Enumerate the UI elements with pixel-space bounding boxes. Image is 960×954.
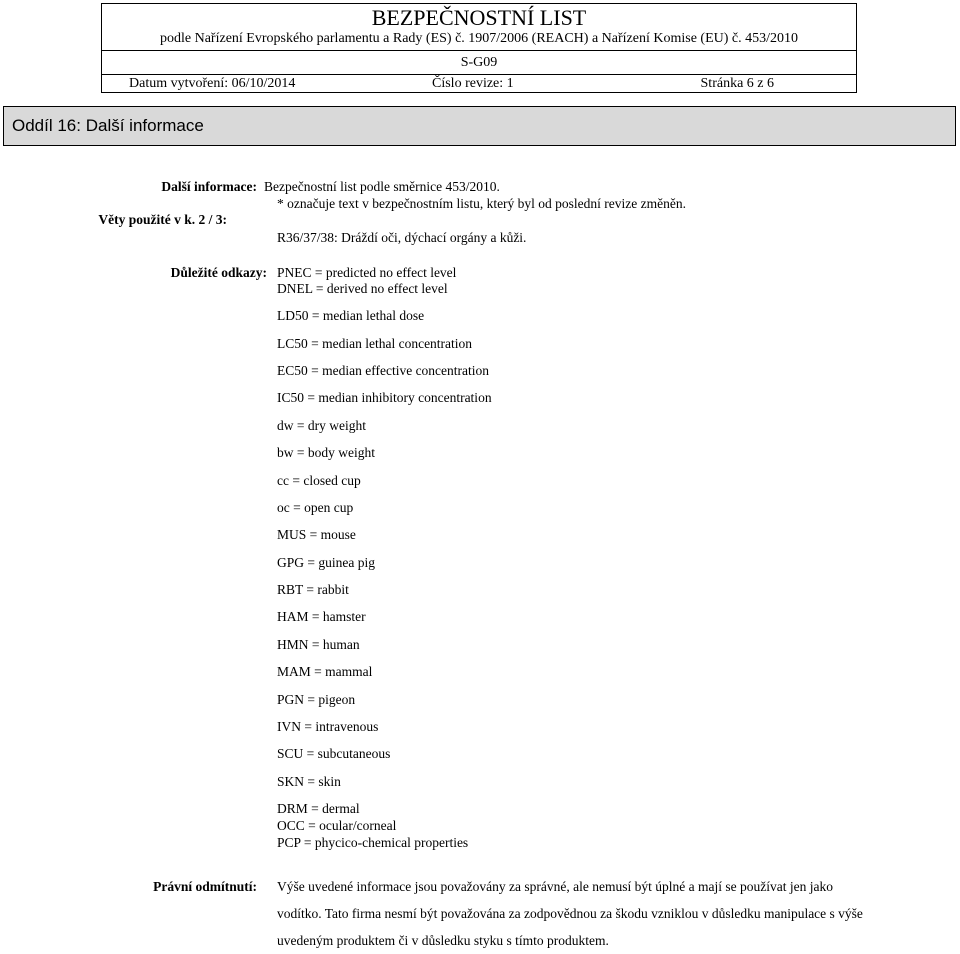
- phrases-text: R36/37/38: Dráždí oči, dýchací orgány a kůži.: [277, 230, 527, 245]
- abbreviation-item: LD50 = median lethal dose: [277, 308, 425, 323]
- abbreviation-item: PNEC = predicted no effect level: [277, 265, 457, 280]
- section-heading: Oddíl 16: Další informace: [3, 106, 956, 146]
- abbreviation-item: PGN = pigeon: [277, 692, 356, 707]
- info-line-1: Bezpečnostní list podle směrnice 453/2010.: [264, 179, 500, 194]
- abbreviation-item: MUS = mouse: [277, 527, 356, 542]
- abbreviation-item: oc = open cup: [277, 500, 354, 515]
- abbreviation-item: LC50 = median lethal concentration: [277, 336, 473, 351]
- abbreviation-item: cc = closed cup: [277, 473, 361, 488]
- abbreviation-item: PCP = phycico-chemical properties: [277, 835, 469, 850]
- abbreviation-item: SCU = subcutaneous: [277, 746, 391, 761]
- abbreviation-item: bw = body weight: [277, 445, 375, 460]
- abbreviation-item: RBT = rabbit: [277, 582, 349, 597]
- info-line-2: * označuje text v bezpečnostním listu, který byl od poslední revize změněn.: [277, 196, 687, 211]
- revision-number: Číslo revize: 1: [432, 76, 514, 91]
- abbreviation-item: HMN = human: [277, 637, 360, 652]
- abbreviation-item: IC50 = median inhibitory concentration: [277, 390, 492, 405]
- disclaimer-label: Právní odmítnutí:: [153, 879, 257, 894]
- product-code: S-G09: [460, 55, 498, 70]
- header-meta-row: [102, 74, 856, 93]
- abbreviation-item: EC50 = median effective concentration: [277, 363, 490, 378]
- abbreviations-label: Důležité odkazy:: [170, 265, 267, 280]
- abbreviation-item: DNEL = derived no effect level: [277, 281, 448, 296]
- phrases-label: Věty použité v k. 2 / 3:: [98, 212, 227, 227]
- abbreviation-item: GPG = guinea pig: [277, 555, 375, 570]
- creation-date: Datum vytvoření: 06/10/2014: [129, 76, 296, 91]
- abbreviation-item: OCC = ocular/corneal: [277, 818, 397, 833]
- abbreviation-item: dw = dry weight: [277, 418, 366, 433]
- page-number: Stránka 6 z 6: [700, 76, 774, 91]
- header-divider: [102, 50, 856, 51]
- disclaimer-text: Výše uvedené informace jsou považovány za správné, ale nemusí být úplné a mají se používat jen jako vodítko. Tato firma nesmí být považována za zodpovědnou za škodu vzniklou v důsledku manipulace s výše uvedeným produktem či v důsledku styku s tímto produktem.: [277, 879, 863, 948]
- abbreviation-item: MAM = mammal: [277, 664, 373, 679]
- abbreviation-item: SKN = skin: [277, 774, 341, 789]
- document-header: [101, 3, 857, 93]
- abbreviation-item: HAM = hamster: [277, 609, 366, 624]
- abbreviation-item: IVN = intravenous: [277, 719, 379, 734]
- document-title: BEZPEČNOSTNÍ LIST: [371, 5, 587, 30]
- info-label: Další informace:: [161, 179, 257, 194]
- regulation-subtitle: podle Nařízení Evropského parlamentu a Rady (ES) č. 1907/2006 (REACH) a Nařízení Komise (EU) č. 453/2010: [160, 31, 798, 46]
- abbreviation-item: DRM = dermal: [277, 801, 360, 816]
